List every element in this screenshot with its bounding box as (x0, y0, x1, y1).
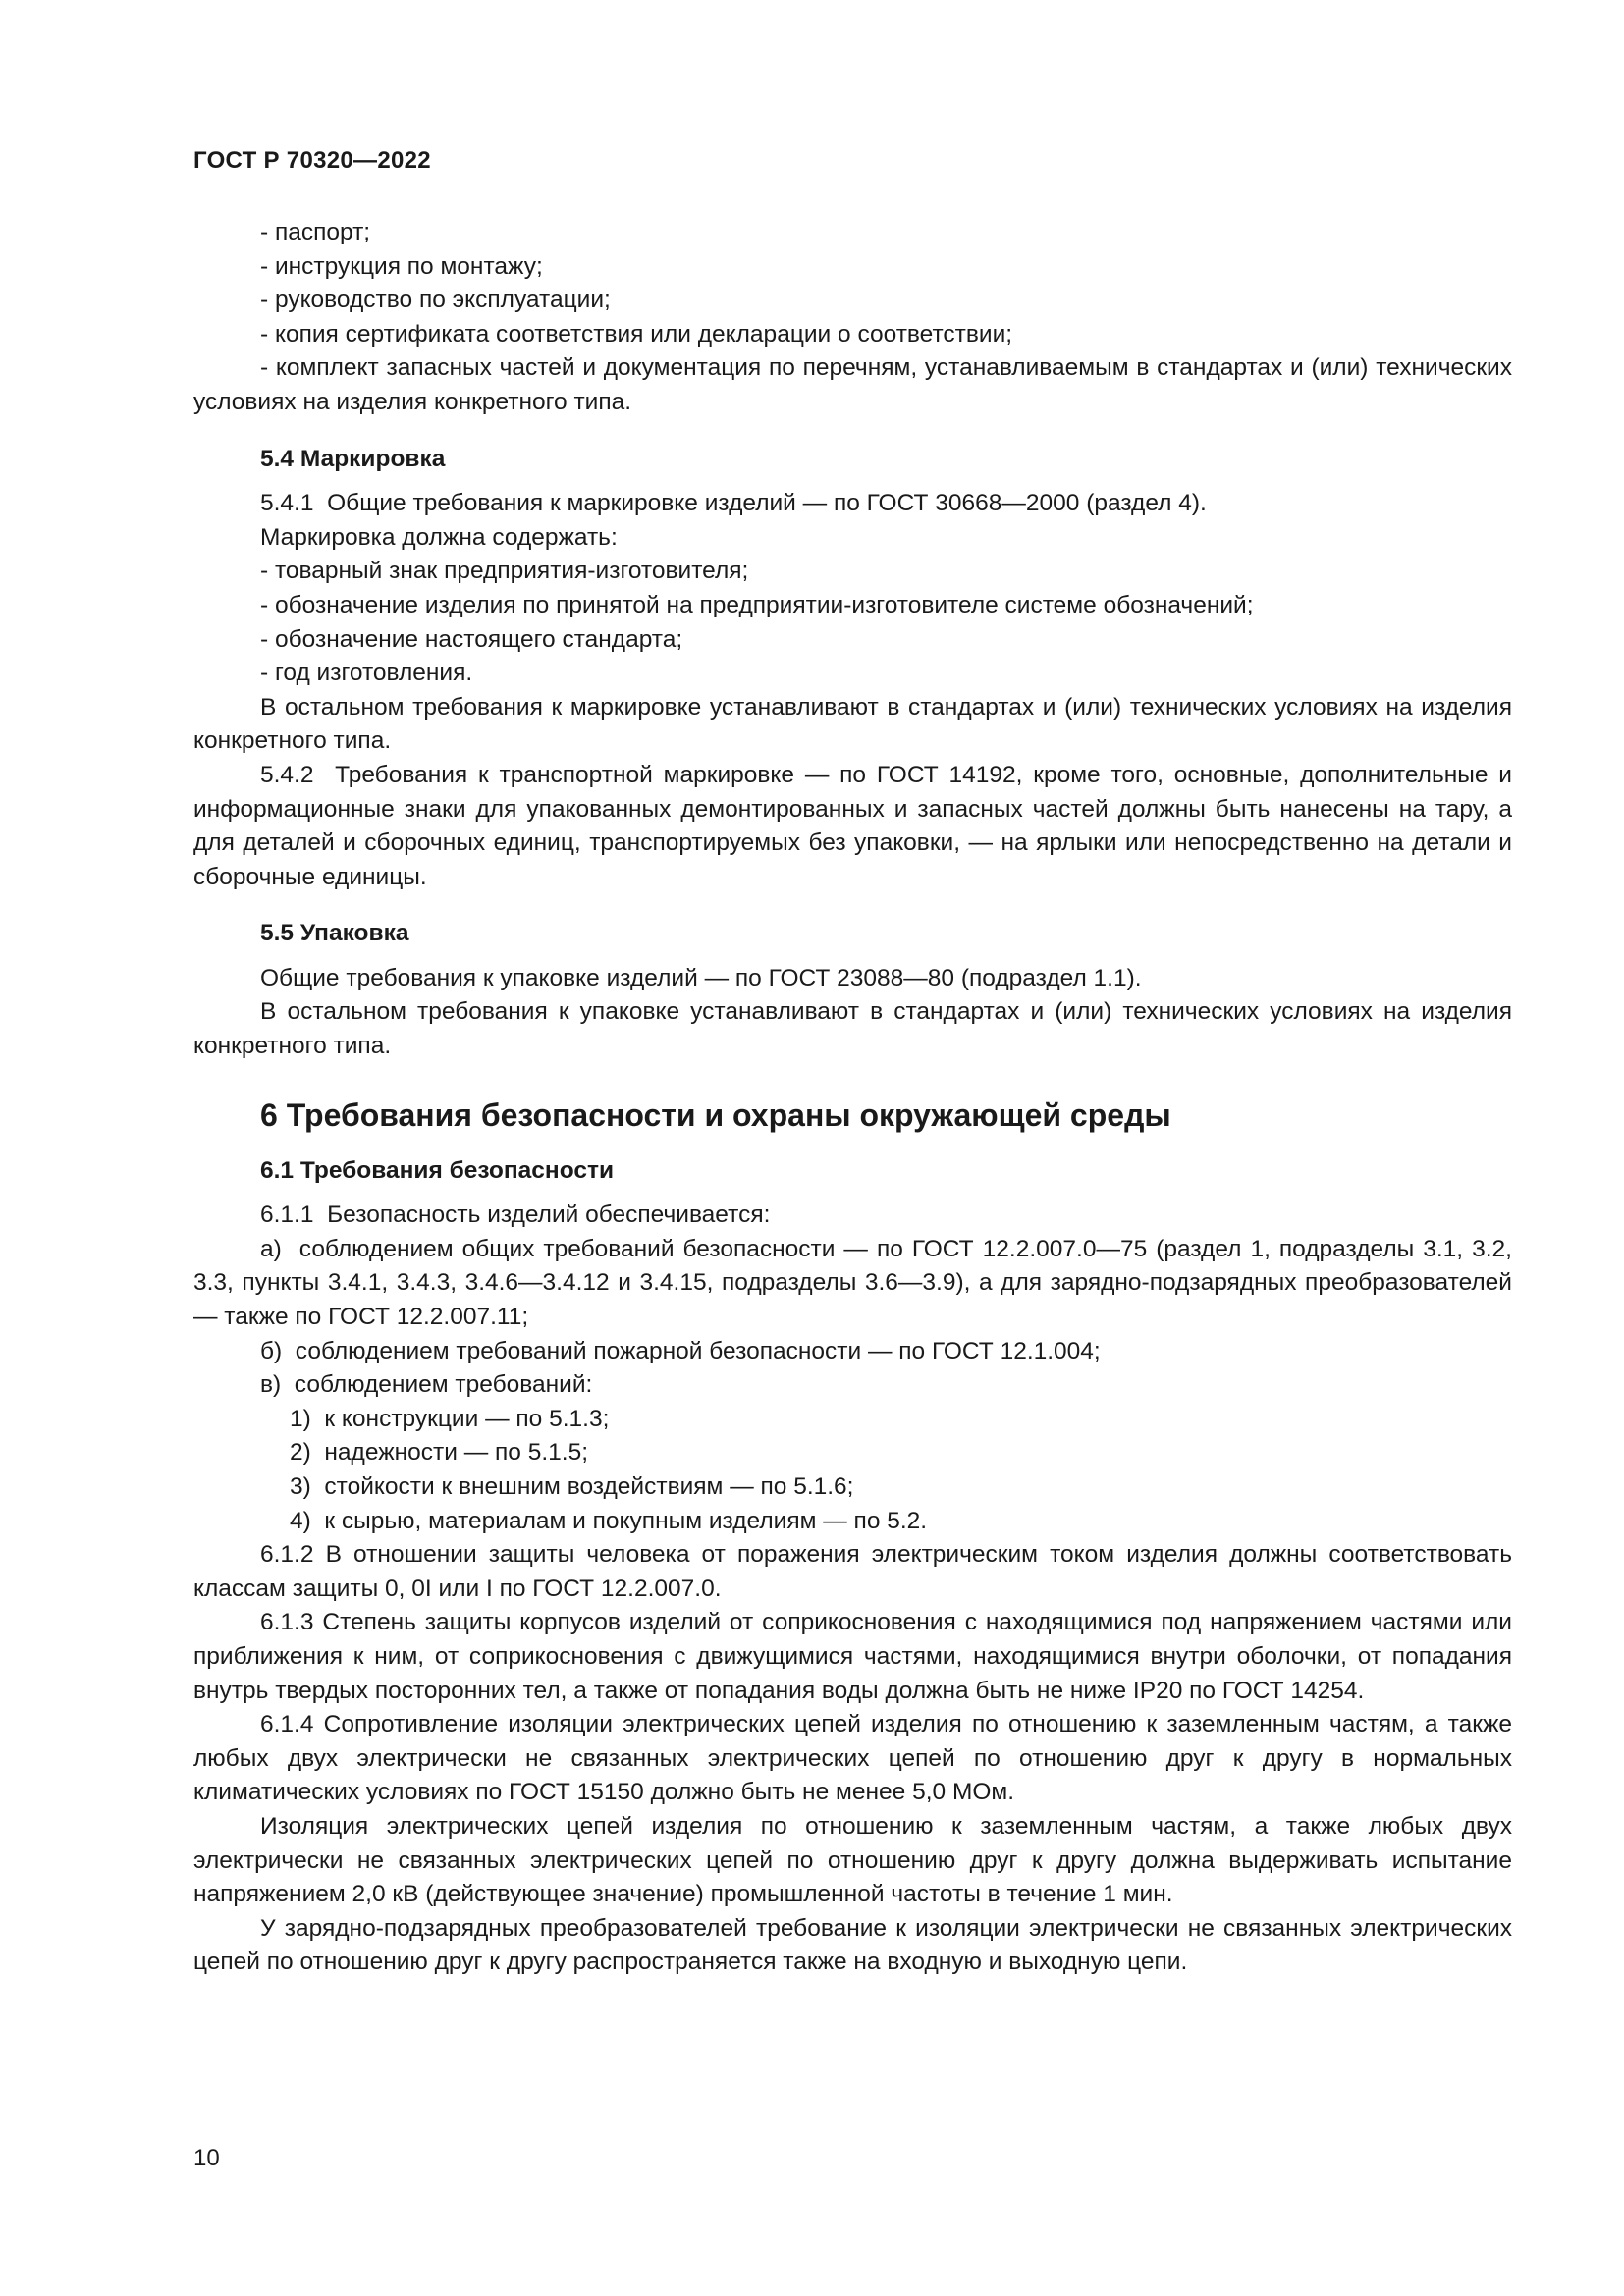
paragraph: - копия сертификата соответствия или декларации о соответствии; (260, 320, 1013, 347)
paragraph: - руководство по эксплуатации; (260, 287, 611, 314)
paragraph: - инструкция по монтажу; (260, 252, 543, 280)
document-header: ГОСТ Р 70320—2022 (193, 147, 431, 174)
paragraph: В остальном требования к упаковке устанавливают в стандартах и (или) технических условиях на изделия конкретного типа. (193, 998, 1519, 1060)
section-heading: 6 Требования безопасности и охраны окружающей среды (260, 1096, 1171, 1133)
paragraph: б) соблюдением требований пожарной безопасности — по ГОСТ 12.1.004; (260, 1337, 1101, 1364)
subsection-heading: 5.4 Маркировка (260, 445, 446, 472)
paragraph: 5.4.2 Требования к транспортной маркировке — по ГОСТ 14192, кроме того, основные, дополнительные и информационные знаки для упакованных демонтированных и запасных частей должны быть нанесены на тару, а для деталей и сборочных единиц, транспортируемых без упаковки, — на ярлыки или непосредственно на детали и сборочные единицы. (193, 761, 1519, 890)
paragraph: - паспорт; (260, 219, 371, 245)
paragraph: а) соблюдением общих требований безопасности — по ГОСТ 12.2.007.0—75 (раздел 1, подразделы 3.1, 3.2, 3.3, пункты 3.4.1, 3.4.3, 3.4.6—3.4.12 и 3.4.15, подразделы 3.6—3.9), а для зарядно-подзарядных преобразователей — также по ГОСТ 12.2.007.11; (193, 1235, 1519, 1331)
list-item: 1) к конструкции — по 5.1.3; (290, 1405, 610, 1432)
paragraph: Маркировка должна содержать: (260, 523, 618, 551)
paragraph: в) соблюдением требований: (260, 1371, 593, 1399)
paragraph: В остальном требования к маркировке устанавливают в стандартах и (или) технических условиях на изделия конкретного типа. (193, 693, 1519, 755)
paragraph: - комплект запасных частей и документация по перечням, устанавливаемым в стандартах и (или) технических условиях на изделия конкретного типа. (193, 354, 1519, 415)
paragraph: 5.4.1 Общие требования к маркировке изделий — по ГОСТ 30668—2000 (раздел 4). (260, 490, 1207, 517)
paragraph: - товарный знак предприятия-изготовителя; (260, 558, 749, 585)
paragraph: У зарядно-подзарядных преобразователей требование к изоляции электрически не связанных электрических цепей по отношению друг к другу распространяется также на входную и выходную цепи. (193, 1914, 1519, 1976)
subsection-heading: 5.5 Упаковка (260, 920, 409, 947)
subsection-heading: 6.1 Требования безопасности (260, 1156, 615, 1184)
paragraph: Общие требования к упаковке изделий — по ГОСТ 23088—80 (подраздел 1.1). (260, 964, 1142, 991)
paragraph: 6.1.2 В отношении защиты человека от поражения электрическим током изделия должны соответствовать классам защиты 0, 0I или I по ГОСТ 12.2.007.0. (193, 1541, 1519, 1602)
document-body (193, 216, 1519, 1980)
paragraph: 6.1.1 Безопасность изделий обеспечивается: (260, 1201, 771, 1229)
paragraph: - обозначение изделия по принятой на предприятии-изготовителе системе обозначений; (260, 591, 1254, 618)
paragraph: 6.1.3 Степень защиты корпусов изделий от соприкосновения с находящимися под напряжением частями или приближения к ним, от соприкосновения с движущимися частями, находящимися внутри оболочки, от попадания внутрь твердых посторонних тел, а также от попадания воды должна быть не ниже IP20 по ГОСТ 14254. (193, 1609, 1519, 1704)
list-item: 3) стойкости к внешним воздействиям — по 5.1.6; (290, 1473, 854, 1500)
paragraph: - год изготовления. (260, 660, 473, 687)
list-item: 2) надежности — по 5.1.5; (290, 1439, 589, 1467)
paragraph: Изоляция электрических цепей изделия по отношению к заземленным частям, а также любых двух электрически не связанных электрических цепей по отношению друг к другу должна выдерживать испытание напряжением 2,0 кВ (действующее значение) промышленной частоты в течение 1 мин. (193, 1812, 1519, 1908)
paragraph: 6.1.4 Сопротивление изоляции электрических цепей изделия по отношению к заземленным частям, а также любых двух электрически не связанных электрических цепей по отношению друг к другу в нормальных климатических условиях по ГОСТ 15150 должно быть не менее 5,0 МОм. (193, 1711, 1519, 1806)
page-number: 10 (193, 2145, 220, 2171)
paragraph: - обозначение настоящего стандарта; (260, 625, 683, 653)
list-item: 4) к сырью, материалам и покупным изделиям — по 5.2. (290, 1507, 928, 1534)
